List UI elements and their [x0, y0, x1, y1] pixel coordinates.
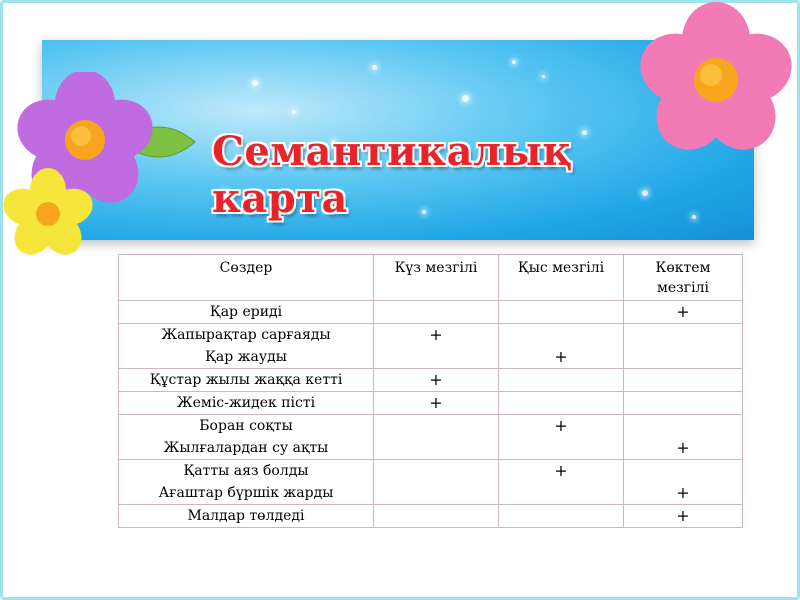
spring-cell	[624, 460, 743, 505]
words-cell	[119, 301, 374, 324]
winter-cell	[499, 301, 624, 324]
mark	[624, 346, 742, 368]
spring-cell	[624, 392, 743, 415]
winter-cell	[499, 460, 624, 505]
winter-cell	[499, 505, 624, 528]
word-text: Жеміс-жидек пісті	[176, 395, 316, 411]
mark	[499, 437, 623, 459]
spring-cell	[624, 415, 743, 460]
mark	[374, 437, 498, 459]
word-text: Қар ериді	[209, 304, 283, 320]
spring-cell	[624, 324, 743, 369]
mark: +	[554, 461, 568, 480]
header-winter: Қыс мезгілі	[499, 255, 624, 301]
sparkle	[692, 215, 696, 219]
sparkle	[512, 60, 516, 64]
mark: +	[676, 438, 690, 457]
spring-cell	[624, 301, 743, 324]
word-text: Ағаштар бүршік жарды	[158, 485, 334, 501]
winter-cell	[499, 324, 624, 369]
table-row	[119, 392, 743, 415]
autumn-cell	[374, 415, 499, 460]
sparkle	[372, 65, 377, 70]
sparkle	[252, 80, 258, 86]
word-text: Қатты аяз болды	[183, 463, 309, 479]
header-autumn: Күз мезгілі	[374, 255, 499, 301]
word-text: Қар жауды	[205, 349, 287, 365]
mark	[624, 392, 742, 414]
words-cell	[119, 392, 374, 415]
mark	[374, 482, 498, 504]
slide-title: Семантикалық карта	[212, 128, 573, 222]
words-cell	[119, 415, 374, 460]
table-row	[119, 324, 743, 369]
mark	[374, 460, 498, 482]
table-row	[119, 505, 743, 528]
word-text: Жапырақтар сарғаяды	[161, 327, 331, 343]
words-cell	[119, 460, 374, 505]
mark: +	[676, 483, 690, 502]
table-row	[119, 415, 743, 460]
autumn-cell	[374, 324, 499, 369]
words-cell	[119, 369, 374, 392]
mark	[374, 301, 498, 323]
table-row	[119, 301, 743, 324]
mark: +	[676, 302, 690, 321]
word-text: Құстар жылы жаққа кетті	[149, 372, 343, 388]
mark: +	[429, 325, 443, 344]
autumn-cell	[374, 301, 499, 324]
word-text: Боран соқты	[199, 418, 293, 434]
mark	[499, 392, 623, 414]
mark	[624, 415, 742, 437]
mark	[624, 460, 742, 482]
spring-cell	[624, 369, 743, 392]
mark	[374, 415, 498, 437]
mark	[499, 369, 623, 391]
autumn-cell	[374, 505, 499, 528]
mark: +	[429, 370, 443, 389]
mark: +	[676, 506, 690, 525]
mark	[624, 324, 742, 346]
header-words: Сөздер	[119, 255, 374, 301]
mark	[499, 505, 623, 527]
winter-cell	[499, 369, 624, 392]
sparkle	[462, 95, 469, 102]
mark: +	[554, 416, 568, 435]
mark	[624, 369, 742, 391]
winter-cell	[499, 392, 624, 415]
autumn-cell	[374, 369, 499, 392]
table-header-row	[119, 255, 743, 301]
header-spring: Көктем мезгілі	[624, 255, 743, 301]
sparkle	[542, 75, 545, 78]
spring-cell	[624, 505, 743, 528]
word-text: Малдар төлдеді	[187, 508, 305, 524]
mark: +	[554, 347, 568, 366]
mark	[374, 346, 498, 368]
semantic-map-table	[118, 254, 743, 528]
mark	[499, 482, 623, 504]
autumn-cell	[374, 460, 499, 505]
mark	[499, 301, 623, 323]
mark	[374, 505, 498, 527]
winter-cell	[499, 415, 624, 460]
mark: +	[429, 393, 443, 412]
words-cell	[119, 505, 374, 528]
table-row	[119, 460, 743, 505]
table-row	[119, 369, 743, 392]
sparkle	[292, 110, 296, 114]
words-cell	[119, 324, 374, 369]
word-text: Жылғалардан су ақты	[163, 440, 329, 456]
autumn-cell	[374, 392, 499, 415]
mark	[499, 324, 623, 346]
yellow-flower-icon	[2, 164, 98, 260]
